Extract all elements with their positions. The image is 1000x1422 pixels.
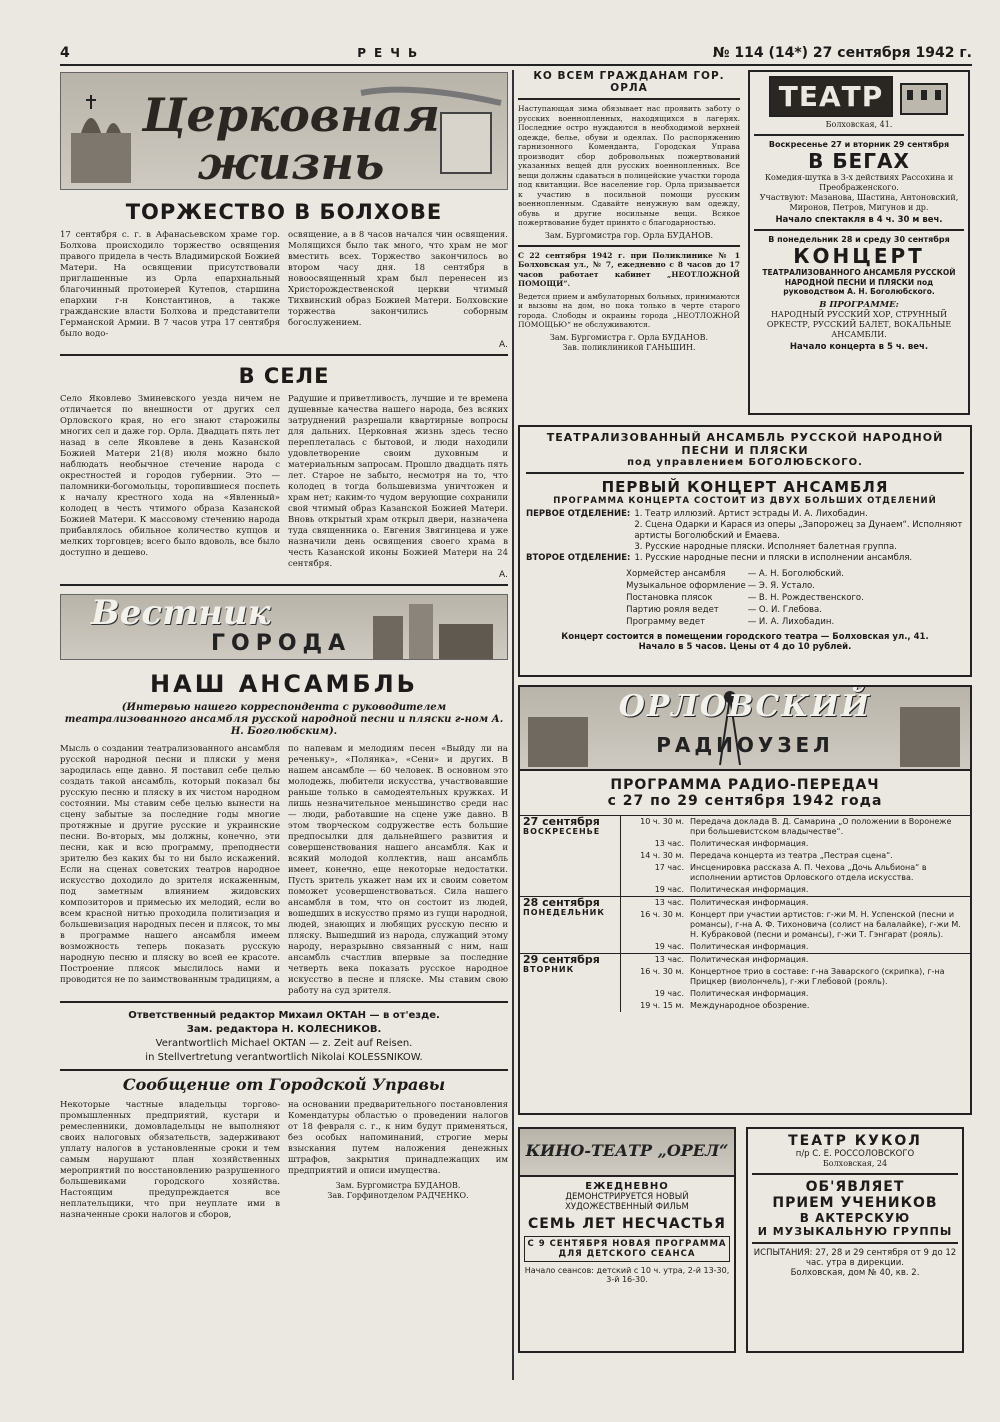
show2-title: КОНЦЕРТ <box>793 244 925 268</box>
article-village-body <box>60 394 508 570</box>
city-herald-subtitle: ГОРОДА <box>211 631 352 656</box>
radio-day <box>520 897 970 954</box>
city-notice-col2: на основании предварительного постановления Комендатуры областью о проведении налогов от 18 февраля с. г., к ним будут применяться, без особых напоминаний, строгие меры взыскания путем наложения денежных штрафов, закрытия принадлежащих им предприятий и описи имущества. <box>288 1100 508 1176</box>
part2-label: ВТОРОЕ ОТДЕЛЕНИЕ: <box>526 553 631 563</box>
clinic-sign1: Зам. Бургомистра г. Орла БУДАНОВ. <box>549 332 709 342</box>
cinema-banner <box>520 1129 734 1177</box>
divider <box>60 1001 508 1003</box>
puppet-line1: ПРИЕМ УЧЕНИКОВ <box>772 1195 938 1211</box>
radio-item: Концерт при участии артистов: г-жи М. Н. Успенской (песни и романсы), г-на А. Ф. Тихоновича (солист на балалайке), г-жи М. Н. Кубраковой (песни и романсы), г-жи Т. Гэнгарат (рояль). <box>690 910 961 939</box>
theatre-address: Болховская, 41. <box>825 120 893 129</box>
city-notice-sign1: Зам. Бургомистра БУДАНОВ. <box>335 1181 461 1190</box>
credit-name: — О. И. Глебова. <box>747 605 822 615</box>
church-life-banner <box>60 72 508 190</box>
radio-item: Политическая информация. <box>690 839 809 848</box>
show2-time: Начало концерта в 5 ч. веч. <box>789 341 929 352</box>
radio-day-weekday: ВОСКРЕСЕНЬЕ <box>523 827 601 836</box>
article-ensemble-body <box>60 744 508 997</box>
clinic-notice: С 22 сентября 1942 г. при Поликлинике № 1 Болховская ул., № 7, ежедневно с 8 часов до 17 часов работает кабинет „НЕОТЛОЖНОЙ ПОМОЩИ“. <box>518 250 740 288</box>
credit-role: Музыкальное оформление <box>626 581 746 591</box>
article-title-bolkhov: ТОРЖЕСТВО В БОЛХОВЕ <box>125 200 443 224</box>
radio-day-label <box>520 954 621 1013</box>
city-notice-col1: Некоторые частные владельцы торгово-промышленных предприятий, кустари и ремесленники, домовладельцы не выполняют своих налоговых обязательств, задерживают уплату налогов в установленные сроки и тем самым нарушают план хозяйственных мероприятий по восстановлению разрушенного большевиками городского хозяйства. Настоящим предупреждается все неплательщики, что при неуплате ими в назначенные сроки налогов и сборов, <box>60 1100 280 1220</box>
credit-name: — И. А. Лихобадин. <box>747 617 835 627</box>
cinema-ad <box>518 1127 736 1353</box>
article-bolkhov-sign: А. <box>498 340 508 350</box>
buildings-icon <box>363 596 503 660</box>
credit-name: — А. Н. Боголюбский. <box>747 569 845 579</box>
radio-item: Инсценировка рассказа А. П. Чехова „Дочь Альбиона“ в исполнении артистов Орловского отдела искусства. <box>690 863 927 882</box>
theatre-building-icon <box>899 78 949 116</box>
city-herald-title: Вестник <box>91 594 271 633</box>
radio-program-dates: с 27 по 29 сентября 1942 года <box>607 793 883 809</box>
radio-time: 17 час. <box>654 863 684 872</box>
first-concert-title: ПЕРВЫЙ КОНЦЕРТ АНСАМБЛЯ <box>601 478 889 496</box>
top-right-row <box>518 70 972 415</box>
editor-line-1: Ответственный редактор Михаил ОКТАН — в от'езде. <box>128 1010 440 1021</box>
show2-program: НАРОДНЫЙ РУССКИЙ ХОР, СТРУННЫЙ ОРКЕСТР, РУССКИЙ БАЛЕТ, ВОКАЛЬНЫЕ АНСАМБЛИ. <box>766 309 952 339</box>
editors-block <box>60 1009 508 1065</box>
citizens-appeal-sign: Зам. Бургомистра гор. Орла БУДАНОВ. <box>544 230 714 240</box>
divider <box>526 472 964 474</box>
radio-day-weekday: ПОНЕДЕЛЬНИК <box>523 908 605 917</box>
part1-item: 3. Русские народные пляски. Исполняет балетная группа. <box>634 542 897 552</box>
page-number: 4 <box>60 45 70 61</box>
part1-item: 1. Театр иллюзий. Артист эстрады И. А. Лихобадин. <box>634 509 868 519</box>
radio-banner-subtitle: РАДИОУЗЕЛ <box>656 733 834 757</box>
show2-program-label: В ПРОГРАММЕ: <box>819 299 899 310</box>
puppet-announce: ОБ'ЯВЛЯЕТ <box>805 1179 905 1195</box>
radio-day-label <box>520 897 621 954</box>
radio-day <box>520 816 970 897</box>
editor-line-4: in Stellvertretung verantwortlich Nikolai KOLESSNIKOW. <box>145 1052 423 1063</box>
theatre-logo: ТЕАТР <box>769 76 894 117</box>
radio-day <box>520 954 970 1013</box>
ensemble-credits <box>625 568 865 628</box>
city-notice-sign2: Зав. Горфинотделом РАДЧЕНКО. <box>327 1191 469 1200</box>
divider <box>752 1242 958 1244</box>
radio-item: Политическая информация. <box>690 885 809 894</box>
part2-item: 1. Русские народные песни и пляски в исполнении ансамбля. <box>634 553 913 563</box>
newspaper-title: РЕЧЬ <box>357 46 426 60</box>
radio-time: 16 ч. 30 м. <box>640 967 684 976</box>
puppet-address2: Болховская, дом № 40, кв. 2. <box>790 1268 920 1278</box>
radio-time: 13 час. <box>654 839 684 848</box>
credit-role: Хормейстер ансамбля <box>626 569 726 579</box>
divider <box>60 1069 508 1071</box>
ensemble-director: под управлением БОГОЛЮБСКОГО. <box>627 457 863 468</box>
credit-name: — Э. Я. Устало. <box>747 581 815 591</box>
article-title-village: В СЕЛЕ <box>238 364 330 388</box>
radio-time: 13 час. <box>654 898 684 907</box>
radio-item: Политическая информация. <box>690 898 809 907</box>
article-bolkhov-col1: 17 сентября с. г. в Афанасьевском храме гор. Болхова происходило торжество освящения правого придела в честь Владимирской Божией Матери. На освящении присутствовали приглашенные из Орла епархиальный благочинный протоиерей Кутепов, старшина епархии г-н Константинов, а также гражданские власти Болхова и представители Германской Армии. В 7 часов утра 17 сентября было водо- <box>60 230 280 339</box>
part1 <box>526 509 964 553</box>
cinema-times: Начало сеансов: детский с 10 ч. утра, 2-й 13-30, 3-й 16-30. <box>524 1266 730 1284</box>
radio-time: 19 час. <box>654 942 684 951</box>
cinema-banner-title: КИНО-ТЕАТР „ОРЕЛ“ <box>525 1141 729 1160</box>
article-ensemble-col1: Мысль о создании театрализованного ансамбля русской народной песни и пляски у меня зародилась еще давно. Я поставил себе целью создать такой ансамбль, который показал бы русскую песню и пляску в их чистом народном состоянии. Мы ставим себе целью вынести на сцену забытые за последние годы многие протяжные и другие русские и украинские песни. Во-вторых, мы должны, конечно, эти песни, как и всю программу, преподнести зрителю без каких бы то ни было искажений. Если на сценах советских театров народное искусство доходило до зрителя искаженным, под заметным влиянием жидовских композиторов и примесью их мелодий, если во всем красной нитью проходила политизация и большевизация народных песен и плясок, то мы в программе нашего ансамбля имеем возможность теперь показать русскую народную песню и пляску во всей ее красоте. Построение плясок мыслилось нами и проводится не по заимствованным традициям, а <box>60 744 280 985</box>
bottom-right-row <box>518 1127 972 1353</box>
article-title-ensemble: НАШ АНСАМБЛЬ <box>150 670 418 698</box>
show1-cast: Участвуют: Мазанова, Шастина, Антоновский, Миронов, Петров, Мигунов и др. <box>759 193 959 212</box>
credit-role: Программу ведет <box>626 617 706 627</box>
cinema-demo: ДЕМОНСТРИРУЕТСЯ НОВЫЙ ХУДОЖЕСТВЕННЫЙ ФИЛЬМ <box>565 1192 689 1212</box>
theatre-ad <box>748 70 970 415</box>
puppet-address: Болховская, 24 <box>822 1159 888 1168</box>
puppet-line3: И МУЗЫКАЛЬНУЮ ГРУППЫ <box>757 1225 953 1238</box>
radio-time: 19 ч. 15 м. <box>640 1001 684 1010</box>
divider <box>518 245 740 247</box>
puppet-theatre-ad <box>746 1127 964 1353</box>
ensemble-footer1: Концерт состоится в помещении городского театра — Болховская ул., 41. <box>561 632 929 642</box>
concert-program-subtitle: ПРОГРАММА КОНЦЕРТА СОСТОИТ ИЗ ДВУХ БОЛЬШИХ ОТДЕЛЕНИЙ <box>553 496 937 506</box>
radio-program-title: ПРОГРАММА РАДИО-ПЕРЕДАЧ <box>610 777 880 793</box>
show1-desc: Комедия-шутка в 3-х действиях Рассохина и Преображенского. <box>764 173 954 192</box>
article-village-col1: Село Яковлево Зминевского уезда ничем не отличается по внешности от других сел Орловского края, но его знают старожилы многих сел и даже гор. Орла. Двадцать пять лет назад в селе Яковлеве в день Казанской Божией Матери 21(8) июля можно было наблюдать необычное стечение народа с окрестностей и городов губернии. Это — паломники-богомольцы, торопившиеся поспеть к началу крестного хода на «Явленный» колодец в честь чтимого образа Казанской Божией Матери. К массовому стечению народа прибавлялось обильное количество купцов и мелких торговцев; всего было вдоволь, все было доступно и дешево. <box>60 394 280 558</box>
radio-item: Передача доклада В. Д. Самарина „О положении в Воронеже при большевистском владычестве“. <box>690 817 952 836</box>
radio-item: Политическая информация. <box>690 989 809 998</box>
issue-info: № 114 (14*) 27 сентября 1942 г. <box>712 45 972 61</box>
puppet-line2: В АКТЕРСКУЮ <box>799 1211 911 1225</box>
theatre-logo-row <box>754 76 964 117</box>
show1-title: В БЕГАХ <box>808 149 910 173</box>
article-village-sign: А. <box>498 570 508 580</box>
radio-item: Политическая информация. <box>690 955 809 964</box>
radio-time: 19 час. <box>654 989 684 998</box>
show2-date: В понедельник 28 и среду 30 сентября <box>768 235 950 244</box>
radio-item: Концертное трио в составе: г-на Заварского (скрипка), г-на Прицкер (виолончель), г-жи Глебовой (рояль). <box>690 967 945 986</box>
article-village-col2: Радушие и приветливость, лучшие и те времена душевные качества нашего народа, без всяких затруднений разрешали квартирные вопросы для дальних. Церковная жизнь здесь тесно переплеталась с бытовой, и люди находили удовлетворение своим духовным и материальным запросам. Прошло двадцать пять лет. Старое не забыто, несмотря на то, что колодец в тогда большевизма уничтожен и храм нет; каким-то чудом верующие сохранили свой чтимый образ Казанской Божией Матери. Вновь открытый храм открыл двери, назначена туда священника о. Евгения Звягинцева и уже назначили день освящения своего храма в честь Казанской иконы Божией Матери на 24 сентября. <box>288 394 508 569</box>
puppet-subtitle: п/р С. Е. РОССОЛОВСКОГО <box>795 1149 915 1159</box>
part1-item: 2. Сцена Одарки и Карася из оперы „Запорожец за Дунаем“. Исполняют артисты Боголюбский и Емаева. <box>634 520 963 541</box>
radio-schedule <box>520 815 970 1012</box>
radio-time: 16 ч. 30 м. <box>640 910 684 919</box>
citizens-appeal-title: КО ВСЕМ ГРАЖДАНАМ ГОР. ОРЛА <box>533 70 725 94</box>
credit-role: Партию рояля ведет <box>626 605 719 615</box>
city-herald-banner <box>60 594 508 660</box>
article-bolkhov-col2: освящение, а в 8 часов начался чин освящения. Молящихся было так много, что храм не мог вместить всех. Торжество закончилось во втором часу дня. 18 сентября в новоосвященный храм был перенесен из Христорождественской церкви чтимый Тихвинский образ Божией Матери. Болховские торжества закончились соборным богослужением. <box>288 230 508 328</box>
column-divider <box>512 70 514 1380</box>
ensemble-title: ТЕАТРАЛИЗОВАННЫЙ АНСАМБЛЬ РУССКОЙ НАРОДНОЙ ПЕСНИ И ПЛЯСКИ <box>546 431 944 457</box>
article-bolkhov-body <box>60 230 508 340</box>
divider <box>60 354 508 356</box>
radio-banner <box>520 687 970 771</box>
radio-banner-title: ОРЛОВСКИЙ <box>618 689 872 724</box>
radio-day-weekday: ВТОРНИК <box>523 965 575 974</box>
divider <box>754 134 964 136</box>
editor-line-3: Verantwortlich Michael OKTAN — z. Zeit auf Reisen. <box>155 1038 413 1049</box>
city-notice-body <box>60 1100 508 1221</box>
right-column <box>518 70 972 1353</box>
radio-item: Политическая информация. <box>690 942 809 951</box>
divider <box>754 229 964 231</box>
left-column <box>60 70 508 1221</box>
church-life-title: Церковная жизнь <box>142 88 440 190</box>
article-ensemble-col2: по напевам и мелодиям песен «Выйду ли на реченьку», «Полянка», «Сени» и других. В нашем ансамбле — 60 человек. В основном это молодежь, любители искусства, участвовавшие раньше только в самодеятельных кружках. И лишь незначительное меньшинство среди нас — люди, работавшие на сцене уже давно. В этом творческом содружестве есть большие предпосылки для дальнейшего развития и совершенствования нашего ансамбля. Как и всякий молодой коллектив, наш ансамбль имеет, конечно, еще некоторые недостатки. Пусть зритель укажет нам их и своим советом поможет усовершенствоваться. Сила нашего ансамбля в том, что он состоит из людей, вошедших в искусство прямо из гущи народной, людей, знающих и любящих русскую песню и пляску. Вышедший из народа, служащий этому народу, неразрывно связанный с ним, наш ансамбль счастлив впервые за последние четверть века показать русское народное искусство в песне и пляске. Мы ставим свою работу на суд зрителя. <box>288 744 508 996</box>
ensemble-concert-ad <box>518 425 972 677</box>
divider <box>752 1173 958 1175</box>
part2 <box>526 553 964 564</box>
city-notice-title: Сообщение от Городской Управы <box>122 1075 446 1094</box>
show1-date: Воскресенье 27 и вторник 29 сентября <box>768 140 950 149</box>
part1-label: ПЕРВОЕ ОТДЕЛЕНИЕ: <box>526 509 631 519</box>
radio-time: 13 час. <box>654 955 684 964</box>
cinema-film-title: СЕМЬ ЛЕТ НЕСЧАСТЬЯ <box>528 1216 726 1232</box>
ensemble-footer2: Начало в 5 часов. Цены от 4 до 10 рублей. <box>638 642 852 652</box>
show2-desc: ТЕАТРАЛИЗОВАННОГО АНСАМБЛЯ РУССКОЙ НАРОДНОЙ ПЕСНИ И ПЛЯСКИ под руководством А. Н. Боголюбского. <box>762 268 956 296</box>
divider <box>518 98 740 100</box>
cinema-kids-program: С 9 СЕНТЯБРЯ НОВАЯ ПРОГРАММА ДЛЯ ДЕТСКОГО СЕАНСА <box>524 1236 730 1262</box>
editor-line-2: Зам. редактора Н. КОЛЕСНИКОВ. <box>186 1024 382 1035</box>
radio-day-date: 28 сентября <box>523 896 600 909</box>
radio-day-date: 29 сентября <box>523 953 600 966</box>
clinic-notice-details: Ведется прием и амбулаторных больных, принимаются и вызовы на дом, но пока только в черте старого города. Слободы и окраины города „НЕОТЛОЖНОЙ ПОМОЩЬЮ“ не обслуживаются. <box>518 291 740 329</box>
puppet-exam: ИСПЫТАНИЯ: 27, 28 и 29 сентября от 9 до 12 час. утра в дирекции. <box>753 1248 957 1268</box>
radio-time: 14 ч. 30 м. <box>640 851 684 860</box>
cinema-daily: ЕЖЕДНЕВНО <box>585 1181 669 1192</box>
credit-role: Постановка плясок <box>626 593 713 603</box>
divider <box>60 584 508 586</box>
radio-program <box>518 685 972 1115</box>
radio-time: 19 час. <box>654 885 684 894</box>
radio-day-date: 27 сентября <box>523 815 600 828</box>
radio-day-label <box>520 816 621 897</box>
radio-time: 10 ч. 30 м. <box>640 817 684 826</box>
article-ensemble-subtitle: (Интервью нашего корреспондента с руководителем театрализованного ансамбля русской народной песни и пляски г-ном А. Н. Боголюбским). <box>64 702 504 737</box>
page-header <box>60 42 972 66</box>
show1-time: Начало спектакля в 4 ч. 30 м веч. <box>775 215 943 225</box>
credit-name: — В. Н. Рождественского. <box>747 593 864 603</box>
citizens-appeal-text: Наступающая зима обязывает нас проявить заботу о русских военнопленных, находящихся в лагерях. Последние остро нуждаются в необходимой верхней одежде, белье, обуви и одеялах. По распоряжению гарнизонного Коменданта, Городская Управа производит сбор добровольных пожертвований указанных вещей для русских военнопленных. Все вещи должны сдаваться в полицейские участки города под квитанции. Все население гор. Орла призывается к участию в посильной помощи русским военнопленным. Сдавайте ненужную вам одежду, обувь и другие носильные вещи. Всякое пожертвование будет принято с благодарностью. <box>518 104 740 227</box>
citizens-appeal <box>518 70 740 415</box>
radio-item: Международное обозрение. <box>690 1001 810 1010</box>
radio-item: Передача концерта из театра „Пестрая сцена“. <box>690 851 893 860</box>
puppet-title: ТЕАТР КУКОЛ <box>788 1133 922 1149</box>
clinic-sign2: Зав. поликлиникой ГАНЬШИН. <box>562 342 696 352</box>
